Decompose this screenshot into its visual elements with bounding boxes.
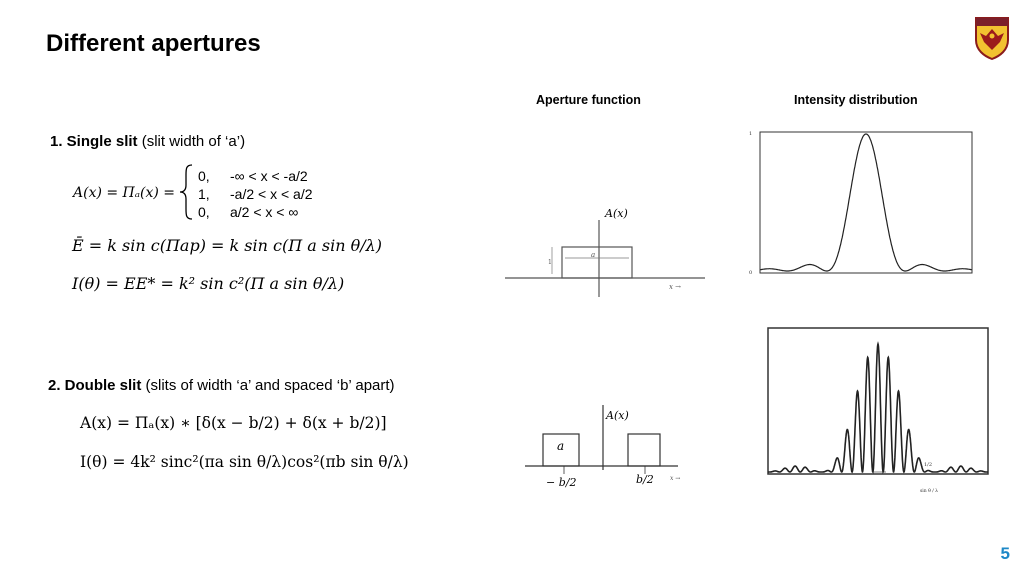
sin-theta-label: sin θ / λ xyxy=(920,489,939,494)
cases-brace xyxy=(178,163,196,221)
case-row: 1, -a/2 < x < a/2 xyxy=(198,186,313,202)
x-axis-label: x → xyxy=(670,475,681,482)
interference-curve xyxy=(768,344,988,472)
height-one-label: 1 xyxy=(548,259,552,266)
width-a-label: a xyxy=(557,439,565,453)
page-number: 5 xyxy=(1000,544,1010,563)
double-slit-heading-bold: 2. Double slit xyxy=(48,377,142,394)
double-slit-heading xyxy=(48,377,395,394)
width-a-label: a xyxy=(591,251,596,259)
x-axis-label: x → xyxy=(669,283,682,291)
plot-frame xyxy=(760,132,972,273)
double-slit-intensity-plot xyxy=(760,322,994,500)
single-slit-aperture-diagram xyxy=(505,200,710,300)
bottom-value-label: 0 xyxy=(749,270,753,276)
double-slit-aperture-diagram xyxy=(520,400,700,496)
single-slit-definition-lhs: A(x) = Πₐ(x) = xyxy=(73,185,176,201)
single-slit-cases xyxy=(198,167,313,221)
slit-rectangle xyxy=(562,247,632,278)
sinc-squared-curve xyxy=(760,134,972,271)
university-crest-logo xyxy=(974,16,1010,60)
aperture-function-header: Aperture function xyxy=(536,93,641,107)
case-row: 0, a/2 < x < ∞ xyxy=(198,204,299,220)
intensity-equation: I(θ) = EE* = k² sin c²(Π a sin θ/λ) xyxy=(72,274,345,293)
neg-b-half-label: − b/2 xyxy=(546,476,577,489)
double-slit-aperture-equation: A(x) = Πₐ(x) ∗ [δ(x − b/2) + δ(x + b/2)] xyxy=(80,414,387,432)
half-label: 1/2 xyxy=(924,462,933,468)
double-slit-heading-rest: (slits of width ‘a’ and spaced ‘b’ apart) xyxy=(141,377,395,394)
case-row: 0, -∞ < x < -a/2 xyxy=(198,168,308,184)
single-slit-heading-rest: (slit width of ‘a’) xyxy=(137,133,246,150)
top-value-label: 1 xyxy=(749,131,753,137)
slide-title: Different apertures xyxy=(46,30,261,57)
double-slit-intensity-equation: I(θ) = 4k² sinc²(πa sin θ/λ)cos²(πb sin θ/λ) xyxy=(80,453,409,471)
single-slit-intensity-plot xyxy=(748,124,984,290)
pos-b-half-label: b/2 xyxy=(636,473,654,486)
a-of-x-label: A(x) xyxy=(606,409,629,422)
single-slit-heading xyxy=(50,133,245,150)
intensity-distribution-header: Intensity distribution xyxy=(794,93,918,107)
a-of-x-label: A(x) xyxy=(605,207,628,220)
right-slit xyxy=(628,434,660,466)
field-equation: Ē = k sin c(Πap) = k sin c(Π a sin θ/λ) xyxy=(72,236,383,255)
single-slit-heading-bold: 1. Single slit xyxy=(50,133,138,150)
